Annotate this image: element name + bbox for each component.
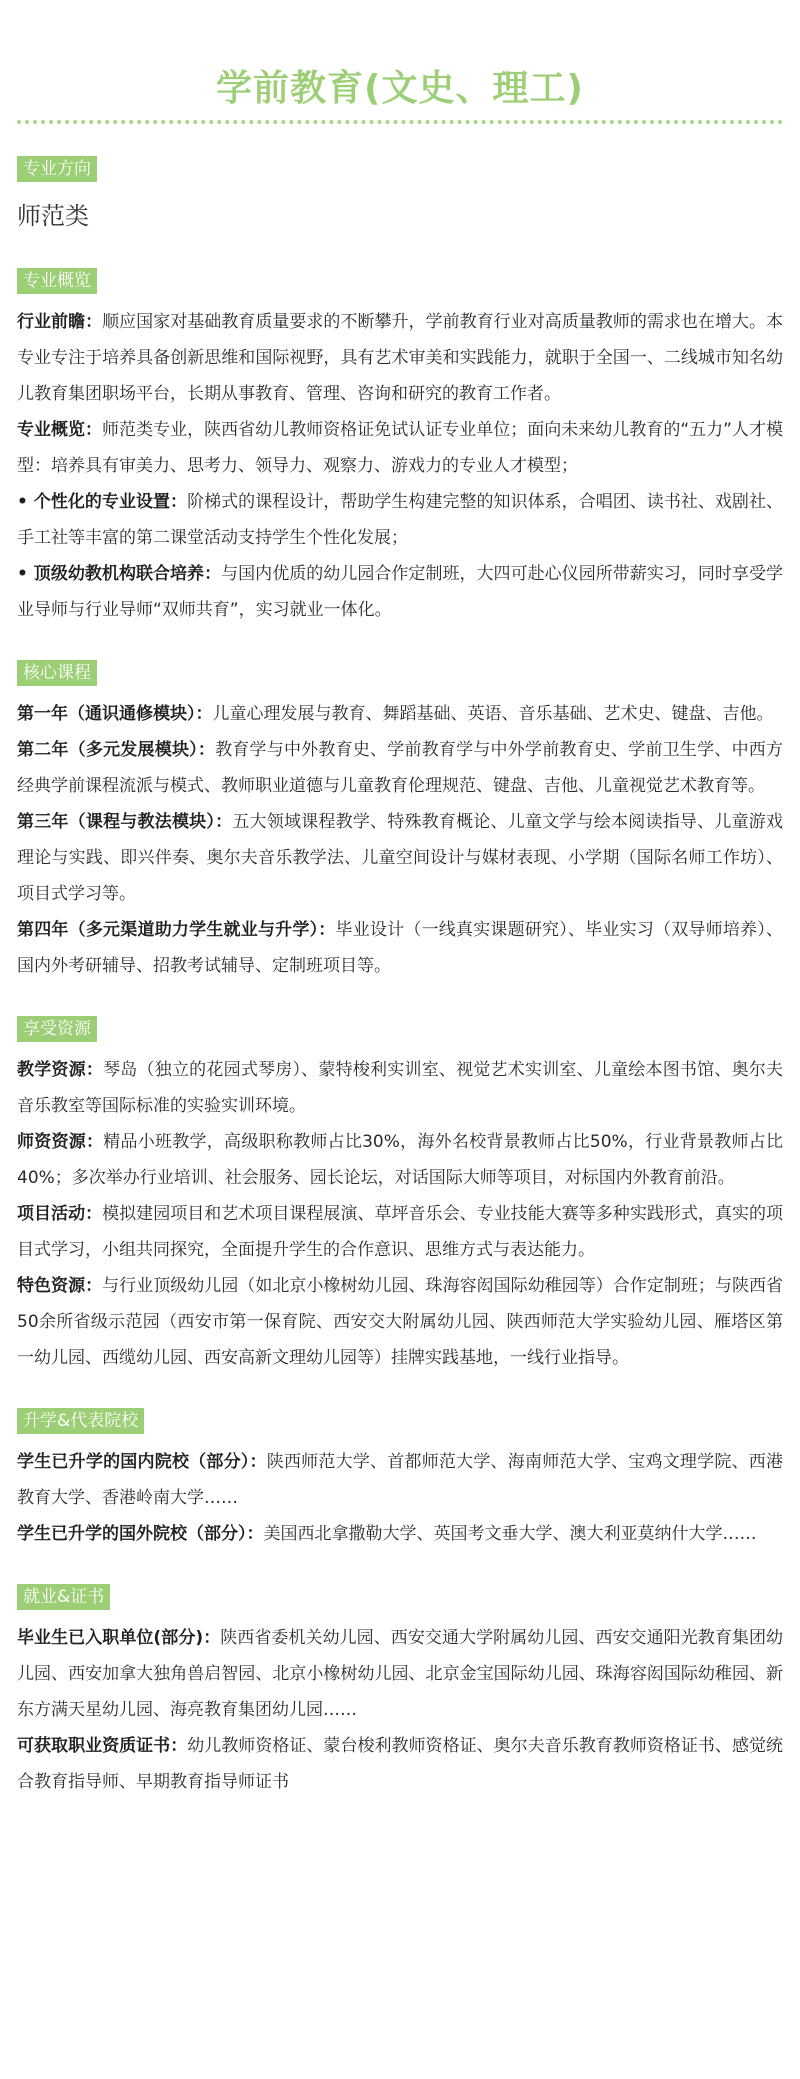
paragraph (17, 1444, 783, 1516)
paragraph-label: 第三年（课程与教法模块）： (17, 812, 233, 832)
paragraph (17, 484, 783, 556)
paragraph (17, 1196, 783, 1268)
paragraph-label: 第一年（通识通修模块）： (17, 704, 213, 724)
paragraph (17, 1052, 783, 1124)
paragraph (17, 1620, 783, 1728)
section-direction (17, 156, 783, 236)
paragraph-label: 毕业生已入职单位(部分)： (17, 1628, 221, 1648)
paragraph-text: 陕西省委机关幼儿园、西安交通大学附属幼儿园、西安交通阳光教育集团幼儿园、西安加拿大独角兽启智园、北京小橡树幼儿园、北京金宝国际幼儿园、珠海容闳国际幼稚园、新东方满天星幼儿园、海亮教育集团幼儿园…… (17, 1628, 783, 1720)
paragraph-label: 专业概览： (17, 420, 103, 440)
paragraph-text: 美国西北拿撒勒大学、英国考文垂大学、澳大利亚莫纳什大学…… (263, 1524, 757, 1544)
paragraph-text: 师范类专业，陕西省幼儿教师资格证免试认证专业单位；面向未来幼儿教育的“五力”人才模型：培养具有审美力、思考力、领导力、观察力、游戏力的专业人才模型； (17, 420, 783, 476)
paragraph-text: 琴岛（独立的花园式琴房）、蒙特梭利实训室、视觉艺术实训室、儿童绘本图书馆、奥尔夫音乐教室等国际标准的实验实训环境。 (17, 1060, 784, 1116)
paragraph-text: 阶梯式的课程设计，帮助学生构建完整的知识体系，合唱团、读书社、戏剧社、手工社等丰富的第二课堂活动支持学生个性化发展； (17, 492, 783, 548)
paragraph-text: 顺应国家对基础教育质量要求的不断攀升，学前教育行业对高质量教师的需求也在增大。本专业专注于培养具备创新思维和国际视野，具有艺术审美和实践能力，就职于全国一、二线城市知名幼儿教育集团职场平台，长期从事教育、管理、咨询和研究的教育工作者。 (17, 312, 784, 404)
paragraph (17, 556, 783, 628)
paragraph-label: 项目活动： (17, 1204, 103, 1224)
paragraph-text: 与行业顶级幼儿园（如北京小橡树幼儿园、珠海容闳国际幼稚园等）合作定制班；与陕西省50余所省级示范园（西安市第一保育院、西安交大附属幼儿园、陕西师范大学实验幼儿园、雁塔区第一幼儿园、西缆幼儿园、西安高新文理幼儿园等）挂牌实践基地，一线行业指导。 (17, 1276, 784, 1368)
paragraph (17, 412, 783, 484)
section-tag: 享受资源 (17, 1016, 97, 1042)
paragraph-label: 第四年（多元渠道助力学生就业与升学）： (17, 920, 336, 940)
paragraph-text: 教育学与中外教育史、学前教育学与中外学前教育史、学前卫生学、中西方经典学前课程流派与模式、教师职业道德与儿童教育伦理规范、键盘、吉他、儿童视觉艺术教育等。 (17, 740, 784, 796)
page-title: 学前教育(文史、理工) (216, 68, 584, 109)
paragraph (17, 912, 783, 984)
section-courses (17, 660, 783, 984)
paragraph (17, 1728, 783, 1800)
paragraph-label: 行业前瞻： (17, 312, 103, 332)
paragraph (17, 804, 783, 912)
paragraph-label: • 个性化的专业设置： (17, 492, 188, 512)
section-tag: 核心课程 (17, 660, 97, 686)
section-resources (17, 1016, 783, 1376)
paragraph (17, 304, 783, 412)
section-schools (17, 1408, 783, 1552)
paragraph-label: • 顶级幼教机构联合培养： (17, 564, 222, 584)
paragraph-text: 幼儿教师资格证、蒙台梭利教师资格证、奥尔夫音乐教育教师资格证书、感觉统合教育指导师、早期教育指导师证书 (17, 1736, 784, 1792)
direction-value: 师范类 (17, 202, 89, 230)
paragraph-label: 教学资源： (17, 1060, 104, 1080)
paragraph-label: 师资资源： (17, 1132, 104, 1152)
paragraph (17, 1516, 783, 1552)
paragraph-text: 与国内优质的幼儿园合作定制班，大四可赴心仪园所带薪实习，同时享受学业导师与行业导师“双师共育”，实习就业一体化。 (17, 564, 783, 620)
paragraph (17, 1124, 783, 1196)
paragraph-text: 儿童心理发展与教育、舞蹈基础、英语、音乐基础、艺术史、键盘、吉他。 (212, 704, 774, 724)
section-tag: 专业概览 (17, 268, 97, 294)
paragraph-text: 陕西师范大学、首都师范大学、海南师范大学、宝鸡文理学院、西港教育大学、香港岭南大学…… (17, 1452, 784, 1508)
paragraph (17, 1268, 783, 1376)
section-career (17, 1584, 783, 1800)
paragraph-text: 五大领域课程教学、特殊教育概论、儿童文学与绘本阅读指导、儿童游戏理论与实践、即兴伴奏、奥尔夫音乐教学法、儿童空间设计与媒材表现、小学期（国际名师工作坊）、项目式学习等。 (17, 812, 784, 904)
paragraph-text: 模拟建园项目和艺术项目课程展演、草坪音乐会、专业技能大赛等多种实践形式，真实的项目式学习，小组共同探究，全面提升学生的合作意识、思维方式与表达能力。 (17, 1204, 784, 1260)
section-tag: 专业方向 (17, 156, 97, 182)
section-tag: 升学&代表院校 (17, 1408, 144, 1434)
paragraph-label: 学生已升学的国外院校（部分）： (17, 1524, 264, 1544)
paragraph-label: 第二年（多元发展模块）： (17, 740, 216, 760)
paragraph (17, 696, 783, 732)
dotted-divider (17, 120, 783, 124)
paragraph-label: 学生已升学的国内院校（部分）： (17, 1452, 267, 1472)
paragraph (17, 732, 783, 804)
section-overview (17, 268, 783, 628)
paragraph-text: 精品小班教学，高级职称教师占比30%，海外名校背景教师占比50%，行业背景教师占比40%；多次举办行业培训、社会服务、园长论坛，对话国际大师等项目，对标国内外教育前沿。 (17, 1132, 784, 1188)
paragraph-label: 特色资源： (17, 1276, 103, 1296)
paragraph-label: 可获取职业资质证书： (17, 1736, 188, 1756)
section-tag: 就业&证书 (17, 1584, 110, 1610)
paragraph-text: 毕业设计（一线真实课题研究）、毕业实习（双导师培养）、国内外考研辅导、招教考试辅导、定制班项目等。 (17, 920, 784, 976)
